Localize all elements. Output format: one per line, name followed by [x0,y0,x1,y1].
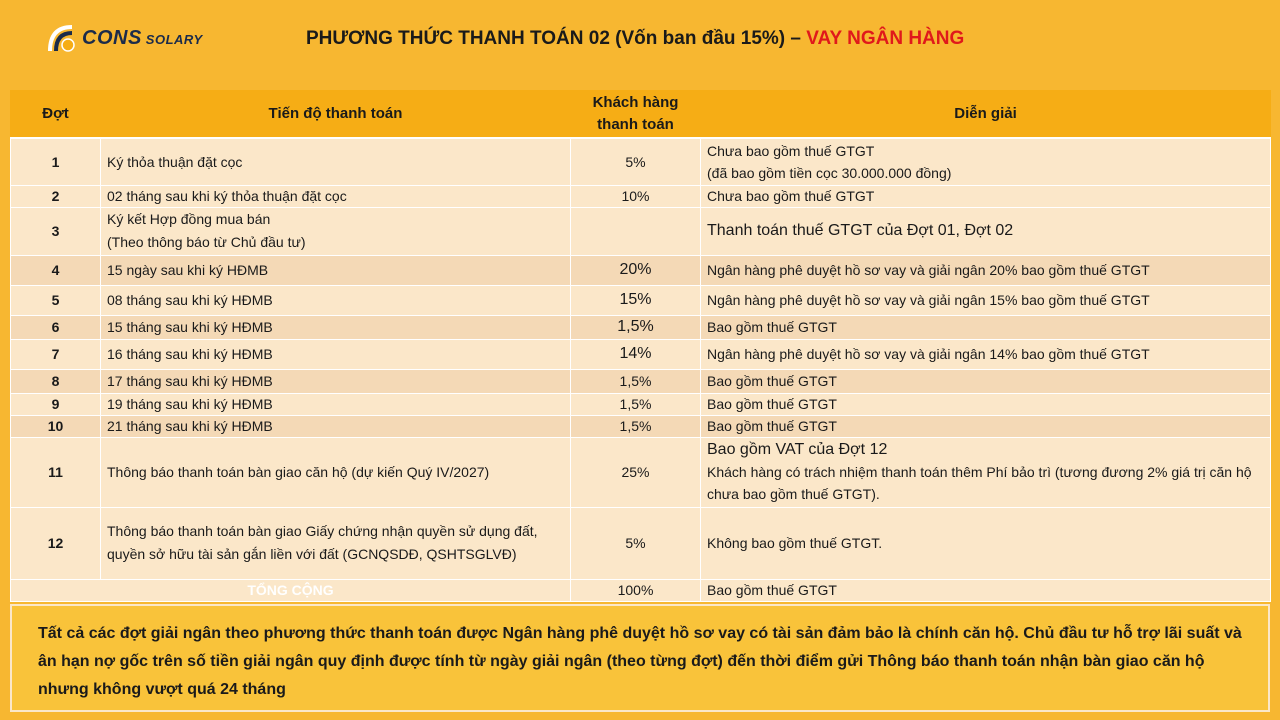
row-dot: 1 [11,138,101,185]
row-dot: 10 [11,415,101,437]
row-progress: 08 tháng sau khi ký HĐMB [101,285,571,315]
row-payment: 20% [571,255,701,285]
table-row [11,393,1271,415]
title-highlight: VAY NGÂN HÀNG [806,28,965,49]
footer-text: Tất cả các đợt giải ngân theo phương thức thanh toán được Ngân hàng phê duyệt hồ sơ vay có tài sản đảm bảo là chính căn hộ. Chủ đầu tư hỗ trợ lãi suất và ân hạn nợ gốc trên số tiền giải ngân quy định được tính từ ngày giải ngân (theo từng đợt) đến thời điểm gửi Thông báo thanh toán nhận bàn giao căn hộ nhưng không vượt quá 24 tháng [38,625,1242,698]
row-progress: Thông báo thanh toán bàn giao căn hộ (dự kiến Quý IV/2027) [101,437,571,507]
row-explain: Không bao gồm thuế GTGT. [701,507,1271,579]
sun-logo-icon [44,21,78,55]
row-progress-line1: Ký kết Hợp đồng mua bán [107,211,271,227]
row-explain: Bao gồm thuế GTGT [701,369,1271,393]
row-progress: Thông báo thanh toán bàn giao Giấy chứng nhận quyền sử dụng đất, quyền sở hữu tài sản gắn liền với đất (GCNQSDĐ, QSHTSGLVĐ) [101,507,571,579]
row-payment: 1,5% [571,393,701,415]
payment-schedule-table [10,90,1271,602]
row-payment: 1,5% [571,415,701,437]
row-explain [701,437,1271,507]
table-row [11,185,1271,207]
brand-logo [44,18,204,58]
row-explain-line2: Khách hàng có trách nhiệm thanh toán thêm Phí bảo trì (tương đương 2% giá trị căn hộ chưa bao gồm thuế GTGT). [707,464,1252,502]
row-payment: 1,5% [571,315,701,339]
row-dot: 3 [11,207,101,255]
row-progress: Ký thỏa thuận đặt cọc [101,138,571,185]
row-explain: Chưa bao gồm thuế GTGT [701,185,1271,207]
row-dot: 6 [11,315,101,339]
row-explain: Ngân hàng phê duyệt hồ sơ vay và giải ngân 14% bao gồm thuế GTGT [701,339,1271,369]
row-progress [101,207,571,255]
row-explain-line2: (đã bao gồm tiền cọc 30.000.000 đồng) [707,164,952,181]
header-dot: Đợt [11,91,101,139]
total-payment: 100% [571,579,701,601]
row-dot: 8 [11,369,101,393]
header-progress: Tiến độ thanh toán [101,91,571,139]
header-payment [571,91,701,139]
page-title [306,28,964,50]
table-row [11,437,1271,507]
row-payment: 5% [571,507,701,579]
footer-note [10,604,1270,712]
header-explain: Diễn giải [701,91,1271,139]
row-dot: 11 [11,437,101,507]
row-payment: 25% [571,437,701,507]
row-progress: 15 ngày sau khi ký HĐMB [101,255,571,285]
row-progress: 17 tháng sau khi ký HĐMB [101,369,571,393]
row-progress-line2: (Theo thông báo từ Chủ đầu tư) [107,234,306,250]
table-row [11,339,1271,369]
row-dot: 12 [11,507,101,579]
row-progress: 15 tháng sau khi ký HĐMB [101,315,571,339]
table-header-row [11,91,1271,139]
table-row [11,415,1271,437]
row-explain-line1: Chưa bao gồm thuế GTGT [707,142,875,159]
table-row [11,255,1271,285]
row-explain-line1: Bao gồm VAT của Đợt 12 [707,441,888,458]
row-progress: 02 tháng sau khi ký thỏa thuận đặt cọc [101,185,571,207]
row-payment: 15% [571,285,701,315]
row-dot: 7 [11,339,101,369]
logo-sub-text: SOLARY [145,31,203,47]
row-progress: 19 tháng sau khi ký HĐMB [101,393,571,415]
row-explain: Ngân hàng phê duyệt hồ sơ vay và giải ngân 15% bao gồm thuế GTGT [701,285,1271,315]
title-main: PHƯƠNG THỨC THANH TOÁN 02 (Vốn ban đầu 15%) – [306,28,801,49]
row-payment: 14% [571,339,701,369]
row-dot: 5 [11,285,101,315]
row-payment [571,207,701,255]
row-dot: 2 [11,185,101,207]
table-row [11,369,1271,393]
total-label: TỔNG CỘNG [11,579,571,601]
row-dot: 4 [11,255,101,285]
logo-main-text: CONS [82,26,142,49]
table-total-row [11,579,1271,601]
row-progress: 21 tháng sau khi ký HĐMB [101,415,571,437]
table-row [11,207,1271,255]
table-row [11,138,1271,185]
row-explain [701,138,1271,185]
row-payment: 10% [571,185,701,207]
row-payment: 5% [571,138,701,185]
row-explain: Bao gồm thuế GTGT [701,393,1271,415]
table-row [11,285,1271,315]
total-explain: Bao gồm thuế GTGT [701,579,1271,601]
logo-text [82,27,203,50]
row-explain: Ngân hàng phê duyệt hồ sơ vay và giải ngân 20% bao gồm thuế GTGT [701,255,1271,285]
table-row [11,315,1271,339]
row-progress: 16 tháng sau khi ký HĐMB [101,339,571,369]
row-dot: 9 [11,393,101,415]
row-explain: Bao gồm thuế GTGT [701,415,1271,437]
row-explain: Thanh toán thuế GTGT của Đợt 01, Đợt 02 [701,207,1271,255]
header-payment-line2: thanh toán [597,116,674,133]
table-row [11,507,1271,579]
row-explain: Bao gồm thuế GTGT [701,315,1271,339]
header-payment-line1: Khách hàng [592,94,679,111]
row-payment: 1,5% [571,369,701,393]
